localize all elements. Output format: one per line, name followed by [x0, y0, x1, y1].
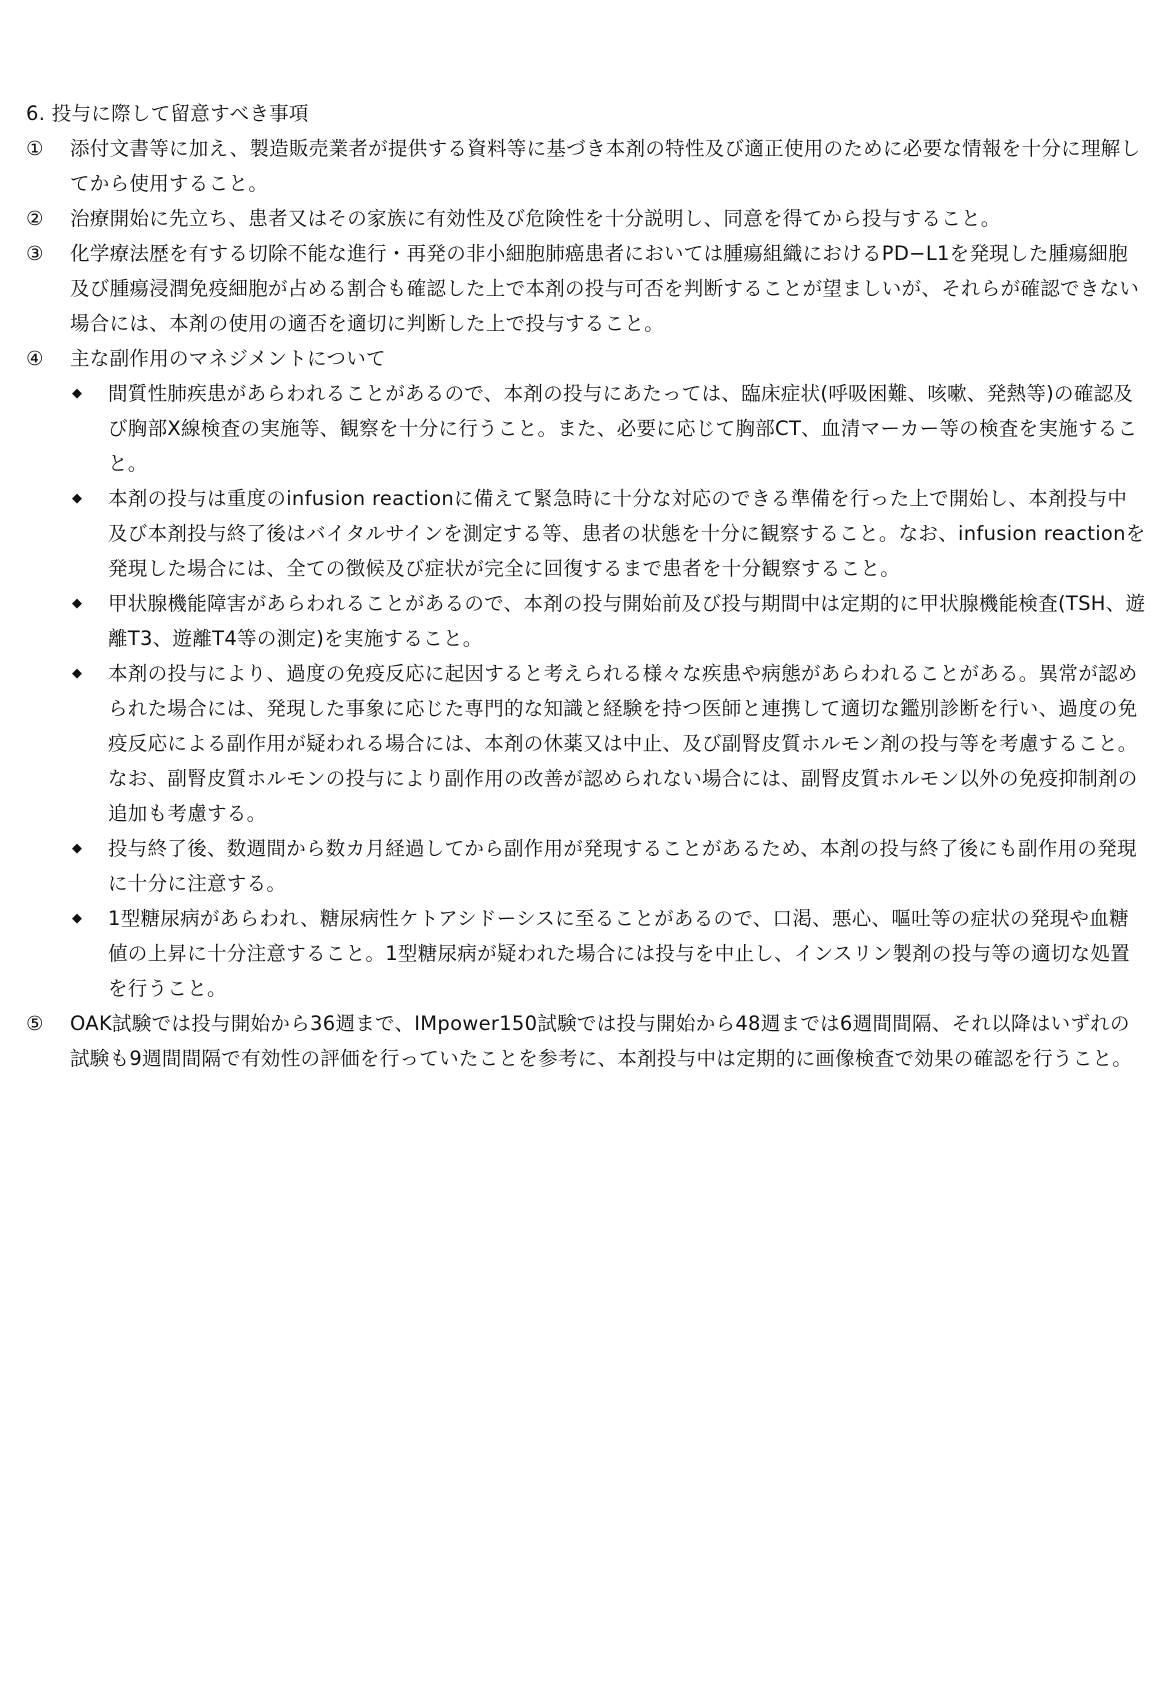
bullet-text: 本剤の投与により、過度の免疫反応に起因すると考えられる様々な疾患や病態があらわれることがある。異常が認められた場合には、発現した事象に応じた専門的な知識と経験を持つ医師と連携して適切な鑑別診断を行い、過度の免疫反応による副作用が疑われる場合には、本剤の休薬又は中止、及び副腎皮質ホルモン剤の投与等を考慮すること。なお、副腎皮質ホルモンの投与により副作用の改善が認められない場合には、副腎皮質ホルモン以外の免疫抑制剤の追加も考慮する。 [108, 662, 1138, 825]
bullet-text: 投与終了後、数週間から数カ月経過してから副作用が発現することがあるため、本剤の投与終了後にも副作用の発現に十分に注意する。 [108, 837, 1137, 895]
document-page [26, 96, 1146, 1076]
item-text: 添付文書等に加え、製造販売業者が提供する資料等に基づき本剤の特性及び適正使用のために必要な情報を十分に理解してから使用すること。 [70, 137, 1141, 195]
list-item-3 [26, 236, 1146, 341]
bullet-item [70, 586, 1146, 656]
section-heading: 6. 投与に際して留意すべき事項 [26, 102, 309, 125]
bullet-item [70, 831, 1146, 901]
list-item-1 [26, 131, 1146, 201]
bullet-text: 本剤の投与は重度のinfusion reactionに備えて緊急時に十分な対応のできる準備を行った上で開始し、本剤投与中及び本剤投与終了後はバイタルサインを測定する等、患者の状態を十分に観察すること。なお、infusion reactionを発現した場合には、全ての徴候及び症状が完全に回復するまで患者を十分観察すること。 [108, 487, 1146, 580]
bullet-text: 1型糖尿病があらわれ、糖尿病性ケトアシドーシスに至ることがあるので、口渇、悪心、嘔吐等の症状の発現や血糖値の上昇に十分注意すること。1型糖尿病が疑われた場合には投与を中止し、インスリン製剤の投与等の適切な処置を行うこと。 [108, 907, 1130, 1000]
bullet-diamond-icon: ◆ [72, 911, 83, 926]
item-number: ⑤ [26, 1012, 44, 1035]
bullet-text: 甲状腺機能障害があらわれることがあるので、本剤の投与開始前及び投与期間中は定期的に甲状腺機能検査(TSH、遊離T3、遊離T4等の測定)を実施すること。 [108, 592, 1146, 650]
list-item-4 [26, 341, 1146, 376]
item-number: ③ [26, 242, 44, 265]
item-number: ① [26, 137, 44, 160]
bullet-item [70, 376, 1146, 481]
bullet-item [70, 481, 1146, 586]
bullet-diamond-icon: ◆ [72, 386, 83, 401]
bullet-text: 間質性肺疾患があらわれることがあるので、本剤の投与にあたっては、臨床症状(呼吸困難、咳嗽、発熱等)の確認及び胸部X線検査の実施等、観察を十分に行うこと。また、必要に応じて胸部CT、血清マーカー等の検査を実施すること。 [108, 382, 1138, 475]
bullet-diamond-icon: ◆ [72, 666, 83, 681]
list-item-5 [26, 1006, 1146, 1076]
bullet-item [70, 901, 1146, 1006]
bullet-diamond-icon: ◆ [72, 491, 83, 506]
item-text: 主な副作用のマネジメントについて [70, 347, 386, 370]
bullet-diamond-icon: ◆ [72, 596, 83, 611]
bullet-item [70, 656, 1146, 831]
list-item-2 [26, 201, 1146, 236]
item-text: OAK試験では投与開始から36週まで、IMpower150試験では投与開始から48週までは6週間間隔、それ以降はいずれの試験も9週間間隔で有効性の評価を行っていたことを参考に、本剤投与中は定期的に画像検査で効果の確認を行うこと。 [70, 1012, 1133, 1070]
item-text: 化学療法歴を有する切除不能な進行・再発の非小細胞肺癌患者においては腫瘍組織におけるPD−L1を発現した腫瘍細胞及び腫瘍浸潤免疫細胞が占める割合も確認した上で本剤の投与可否を判断することが望ましいが、それらが確認できない場合には、本剤の使用の適否を適切に判断した上で投与すること。 [70, 242, 1140, 335]
item-number: ② [26, 207, 44, 230]
bullet-diamond-icon: ◆ [72, 841, 83, 856]
item-number: ④ [26, 347, 44, 370]
side-effect-bullet-list [26, 376, 1146, 1006]
item-text: 治療開始に先立ち、患者又はその家族に有効性及び危険性を十分説明し、同意を得てから投与すること。 [70, 207, 1001, 230]
